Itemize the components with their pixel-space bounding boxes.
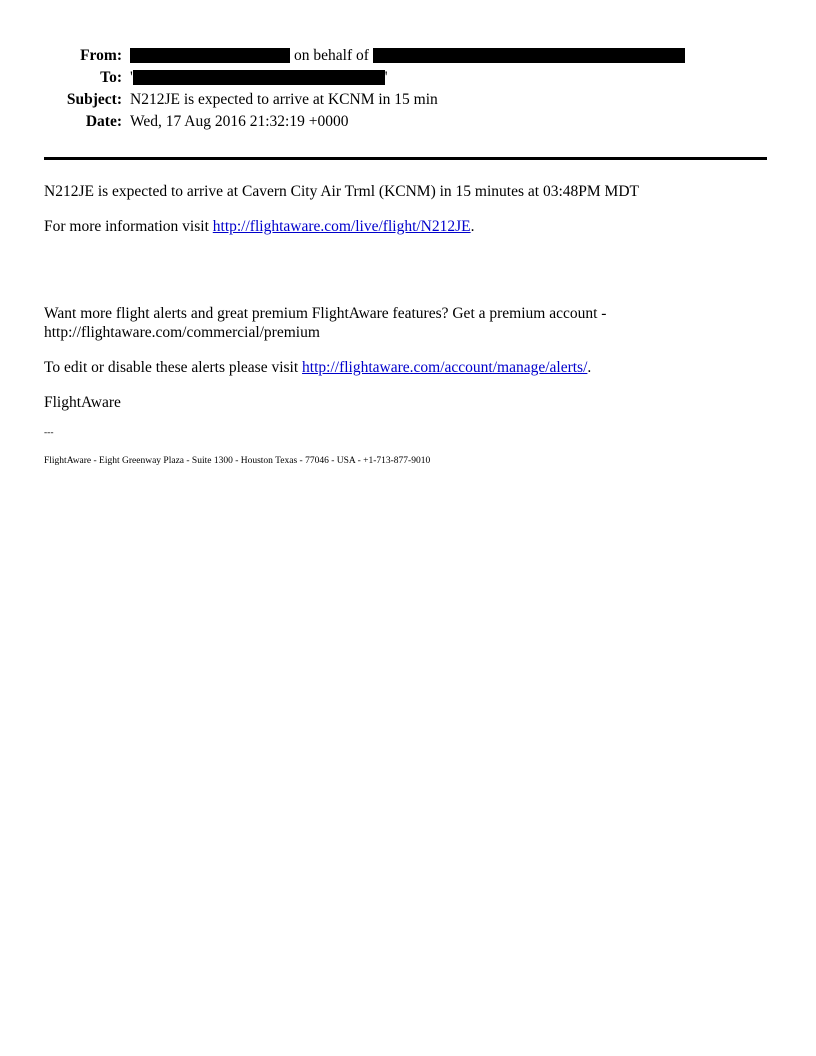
more-info-prefix: For more information visit <box>44 218 213 235</box>
header-row-subject <box>44 90 772 109</box>
subject-label: Subject: <box>66 91 122 108</box>
premium-paragraph: Want more flight alerts and great premium FlightAware features? Get a premium account - http://flightaware.com/commercial/premium <box>44 305 607 341</box>
footer-address: FlightAware - Eight Greenway Plaza - Suite 1300 - Houston Texas - 77046 - USA - +1-713-877-9010 <box>44 456 431 466</box>
email-header <box>44 46 772 134</box>
alert-paragraph: N212JE is expected to arrive at Cavern City Air Trml (KCNM) in 15 minutes at 03:48PM MDT <box>44 183 639 200</box>
from-label: From: <box>80 47 122 64</box>
email-body <box>44 182 744 483</box>
to-quote-close: ' <box>384 69 388 86</box>
more-info-suffix: . <box>470 218 475 235</box>
from-value <box>130 46 772 65</box>
header-row-from <box>44 46 772 65</box>
body-spacer <box>44 252 744 304</box>
redaction-bar-from-sender <box>130 48 290 63</box>
on-behalf-of-text: on behalf of <box>294 47 369 64</box>
signature-text: FlightAware <box>44 394 121 411</box>
subject-value: N212JE is expected to arrive at KCNM in 15 min <box>130 91 438 108</box>
footer-separator: --- <box>44 428 54 438</box>
date-value: Wed, 17 Aug 2016 21:32:19 +0000 <box>130 113 349 130</box>
redaction-bar-from-behalf <box>373 48 685 63</box>
header-row-to <box>44 68 772 87</box>
flight-tracking-link[interactable]: http://flightaware.com/live/flight/N212JE <box>212 218 471 235</box>
to-quote-open: ' <box>130 69 133 86</box>
header-row-date <box>44 112 772 131</box>
redaction-bar-to <box>133 70 385 85</box>
more-info-paragraph <box>44 217 744 236</box>
manage-alerts-suffix: . <box>587 359 592 376</box>
header-body-divider <box>44 157 767 160</box>
manage-alerts-link[interactable]: http://flightaware.com/account/manage/alerts/ <box>302 359 588 376</box>
to-label: To: <box>100 69 122 86</box>
manage-alerts-paragraph <box>44 358 744 377</box>
to-value <box>130 68 772 87</box>
date-label: Date: <box>85 113 122 130</box>
manage-alerts-prefix: To edit or disable these alerts please visit <box>44 359 303 376</box>
